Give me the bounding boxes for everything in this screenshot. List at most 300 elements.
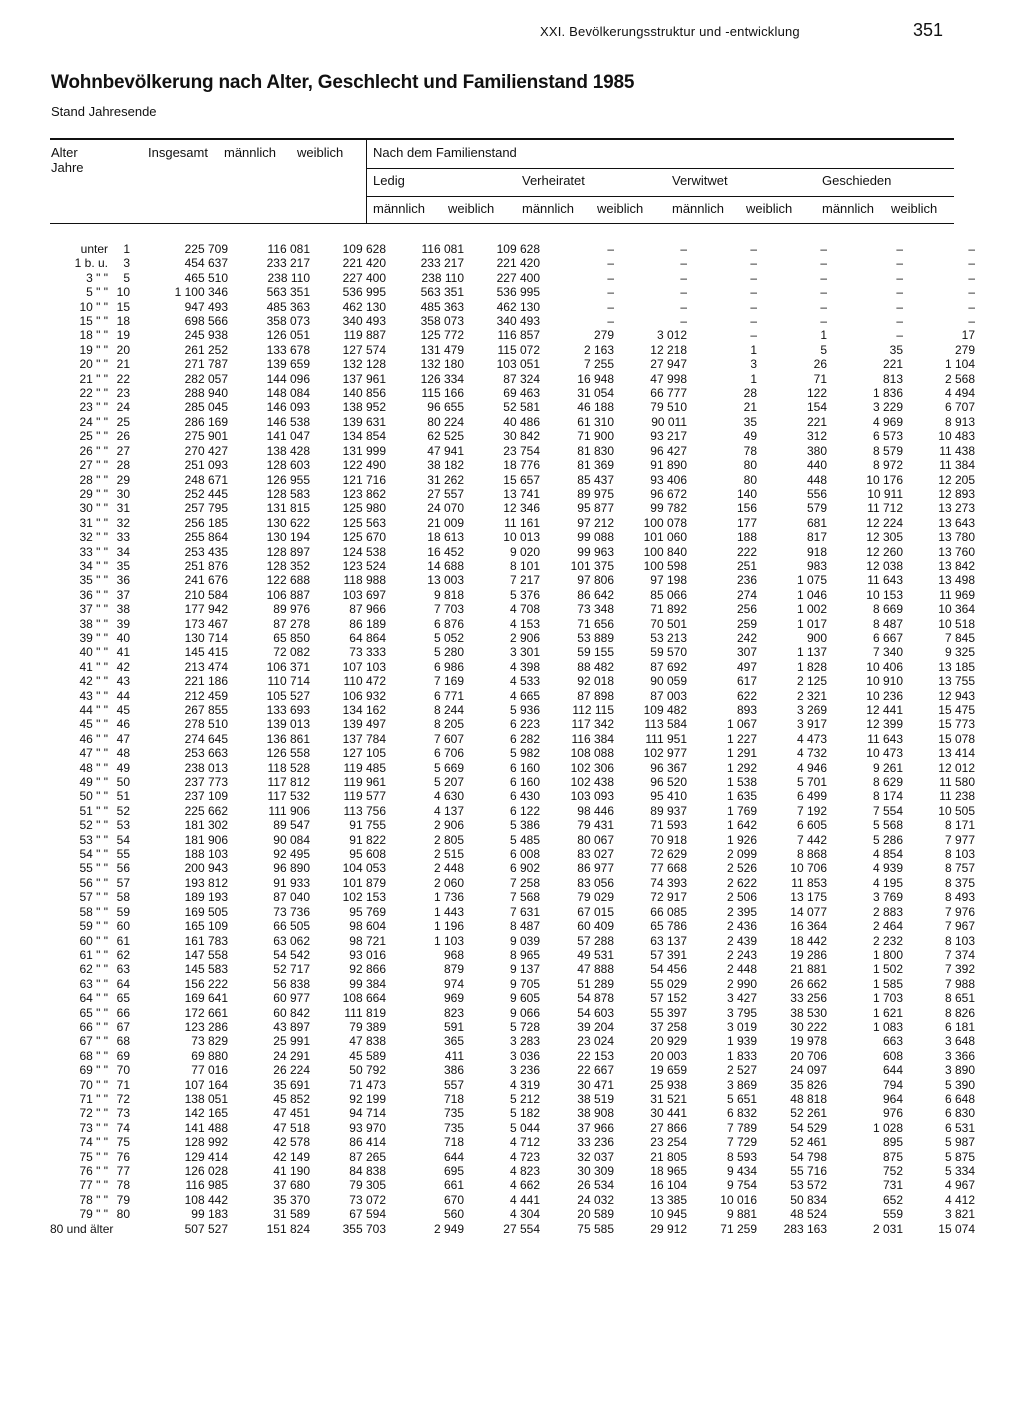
header-ledig-weiblich: weiblich: [448, 201, 495, 216]
cell-ledig-w: 6 282: [509, 731, 540, 746]
cell-geschieden-w: 3 366: [944, 1048, 975, 1063]
cell-maennlich: 54 542: [273, 947, 310, 962]
cell-verwitwet-m: 8 593: [726, 1149, 757, 1164]
cell-insgesamt: 261 252: [184, 342, 228, 357]
cell-weiblich: 95 608: [349, 847, 386, 862]
cell-verheiratet-m: 86 977: [577, 861, 614, 876]
cell-verheiratet-w: 96 520: [650, 775, 687, 790]
cell-verheiratet-m: 116 384: [571, 731, 614, 746]
cell-geschieden-w: 7 988: [944, 976, 975, 991]
cell-ledig-w: 227 400: [496, 270, 540, 285]
cell-verwitwet-w: 18 442: [790, 933, 827, 948]
cell-weiblich: 340 493: [342, 314, 386, 329]
age-cell: [50, 1178, 142, 1192]
cell-verwitwet-m: –: [750, 314, 757, 329]
age-to: 79: [116, 1192, 130, 1207]
age-to: 26: [116, 429, 130, 444]
age-to: 44: [116, 688, 130, 703]
age-to: 32: [116, 515, 130, 530]
cell-maennlich: 118 528: [267, 760, 310, 775]
cell-geschieden-w: –: [968, 299, 975, 314]
table-row: [50, 977, 975, 991]
cell-verwitwet-m: 7 789: [726, 1120, 757, 1135]
cell-verheiratet-m: 59 155: [577, 645, 614, 660]
table-row: [50, 631, 975, 645]
cell-verwitwet-m: 2 527: [726, 1063, 757, 1078]
cell-ledig-m: 411: [444, 1048, 464, 1063]
cell-maennlich: 106 371: [266, 659, 310, 674]
cell-verwitwet-w: 681: [806, 515, 827, 530]
cell-verwitwet-m: 49: [743, 429, 757, 444]
cell-maennlich: 60 977: [273, 991, 310, 1006]
cell-geschieden-m: 9 261: [872, 760, 903, 775]
cell-geschieden-w: 1 104: [944, 357, 975, 372]
cell-ledig-m: 358 073: [420, 314, 464, 329]
table-row: [50, 444, 975, 458]
table-row: [50, 761, 975, 775]
age-from: 78 " ": [79, 1192, 108, 1207]
cell-geschieden-m: 8 487: [872, 616, 903, 631]
table-row: [50, 1034, 975, 1048]
cell-verheiratet-m: 53 889: [577, 630, 614, 645]
cell-verwitwet-m: 497: [736, 659, 757, 674]
cell-insgesamt: 161 783: [184, 933, 228, 948]
table-row: [50, 429, 975, 443]
cell-geschieden-w: 12 012: [938, 760, 975, 775]
cell-insgesamt: 116 985: [185, 1178, 228, 1193]
cell-maennlich: 52 717: [273, 962, 310, 977]
cell-ledig-w: 103 051: [496, 357, 540, 372]
cell-ledig-m: 8 244: [433, 703, 464, 717]
cell-weiblich: 95 769: [349, 904, 386, 919]
table-row: [50, 400, 975, 414]
cell-geschieden-m: 7 554: [872, 803, 903, 818]
cell-verwitwet-w: 1 828: [796, 659, 827, 674]
cell-weiblich: 125 670: [342, 530, 386, 545]
cell-verwitwet-m: –: [750, 299, 757, 314]
cell-insgesamt: 130 714: [184, 630, 228, 645]
cell-ledig-m: 126 334: [420, 371, 464, 386]
cell-verheiratet-m: 101 375: [570, 558, 614, 573]
cell-ledig-m: 735: [443, 1120, 464, 1135]
cell-verwitwet-m: 1 939: [726, 1034, 757, 1049]
cell-ledig-m: 16 452: [427, 544, 464, 559]
cell-weiblich: 122 490: [342, 458, 386, 473]
age-from: 38 " ": [79, 616, 108, 631]
cell-weiblich: 355 703: [342, 1221, 386, 1236]
cell-verwitwet-m: 28: [743, 386, 757, 401]
cell-ledig-m: 6 771: [433, 688, 464, 703]
cell-verheiratet-m: –: [607, 314, 614, 329]
cell-maennlich: 96 890: [273, 861, 310, 876]
cell-verheiratet-m: 85 437: [577, 472, 614, 487]
cell-verheiratet-m: 24 032: [577, 1192, 614, 1207]
cell-geschieden-m: 1 800: [872, 947, 903, 962]
cell-verheiratet-m: 83 056: [577, 875, 614, 890]
cell-geschieden-w: 8 171: [944, 818, 975, 833]
cell-verwitwet-m: 2 622: [726, 875, 757, 890]
cell-insgesamt: 99 183: [191, 1207, 228, 1222]
cell-geschieden-m: 4 195: [872, 875, 903, 890]
cell-geschieden-w: 13 273: [938, 501, 975, 516]
cell-verwitwet-w: 5: [820, 342, 827, 357]
cell-verheiratet-w: 3 012: [656, 328, 687, 343]
cell-geschieden-m: 12 399: [866, 717, 903, 732]
cell-verwitwet-w: 2 321: [796, 688, 827, 703]
cell-insgesamt: 69 880: [191, 1048, 228, 1063]
cell-verheiratet-w: 95 410: [650, 789, 687, 804]
cell-ledig-m: 1 736: [433, 890, 464, 905]
cell-verwitwet-w: 52 461: [790, 1135, 827, 1150]
cell-maennlich: 116 081: [267, 242, 310, 256]
header-familienstand-rule: [366, 168, 954, 169]
cell-verwitwet-m: 2 099: [726, 847, 757, 862]
cell-weiblich: 121 716: [342, 472, 386, 487]
cell-weiblich: 79 305: [349, 1178, 386, 1193]
age-to: 35: [116, 558, 130, 573]
cell-verheiratet-m: 99 963: [577, 544, 614, 559]
cell-ledig-w: 5 485: [509, 832, 540, 847]
table-row: [50, 328, 975, 342]
cell-geschieden-w: 9 325: [944, 645, 975, 660]
cell-maennlich: 131 815: [266, 501, 310, 516]
age-to: 78: [116, 1178, 130, 1193]
table-row: [50, 660, 975, 674]
cell-ledig-w: 30 842: [503, 429, 540, 444]
cell-verwitwet-m: 259: [736, 616, 757, 631]
cell-ledig-w: 116 857: [497, 328, 540, 343]
cell-maennlich: 41 190: [273, 1164, 310, 1178]
cell-geschieden-w: 11 384: [939, 458, 975, 473]
age-cell: [50, 890, 142, 904]
age-cell: [50, 861, 142, 875]
cell-insgesamt: 129 414: [184, 1149, 228, 1164]
cell-ledig-w: 536 995: [496, 285, 540, 300]
header-verheiratet-maennlich: männlich: [522, 201, 575, 216]
cell-verheiratet-m: 54 603: [577, 1005, 614, 1020]
cell-ledig-m: 96 655: [427, 400, 464, 415]
cell-weiblich: 98 604: [349, 919, 386, 934]
cell-verwitwet-m: 188: [736, 530, 757, 545]
cell-verwitwet-w: 16 364: [790, 919, 827, 934]
cell-verwitwet-m: 617: [736, 674, 757, 689]
cell-ledig-m: 718: [443, 1091, 464, 1106]
cell-ledig-m: 7 607: [433, 731, 464, 746]
cell-verheiratet-w: 16 104: [650, 1178, 687, 1193]
cell-ledig-m: 1 196: [433, 919, 464, 934]
age-to: 1: [123, 242, 130, 256]
cell-verheiratet-w: 77 668: [650, 861, 687, 876]
cell-insgesamt: 252 445: [184, 486, 228, 501]
cell-verwitwet-w: 1 017: [796, 616, 827, 631]
age-cell: [50, 242, 142, 256]
age-cell: [50, 473, 142, 487]
age-from: 10 " ": [79, 299, 108, 314]
cell-weiblich: 109 628: [342, 242, 386, 256]
cell-verheiratet-w: 59 570: [650, 645, 687, 660]
cell-verwitwet-w: 19 286: [790, 947, 827, 962]
cell-verwitwet-w: 21 881: [790, 962, 827, 977]
cell-verheiratet-m: 37 966: [577, 1120, 614, 1135]
cell-verwitwet-w: 2 125: [796, 674, 827, 689]
cell-insgesamt: 507 527: [184, 1221, 228, 1236]
cell-ledig-w: 27 554: [503, 1221, 540, 1236]
cell-insgesamt: 251 093: [184, 458, 228, 473]
cell-ledig-m: 1 443: [433, 904, 464, 919]
cell-geschieden-m: 12 441: [866, 703, 903, 717]
cell-weiblich: 91 755: [349, 818, 386, 833]
cell-ledig-w: 5 212: [509, 1091, 540, 1106]
cell-geschieden-w: 8 103: [944, 847, 975, 862]
table-row: [50, 775, 975, 789]
header-familienstand: Nach dem Familienstand: [373, 145, 517, 160]
table-row: [50, 1121, 975, 1135]
age-cell: [50, 660, 142, 674]
age-from: 50 " ": [79, 789, 108, 804]
age-from: 64 " ": [79, 991, 108, 1006]
cell-verheiratet-m: 46 188: [577, 400, 614, 415]
cell-geschieden-m: 10 153: [866, 587, 903, 602]
cell-verwitwet-w: 54 529: [790, 1120, 827, 1135]
cell-ledig-w: 5 936: [509, 703, 540, 717]
cell-geschieden-m: 608: [882, 1048, 903, 1063]
age-to: 60: [116, 919, 130, 934]
age-cell: [50, 559, 142, 573]
cell-ledig-m: 7 703: [433, 602, 464, 617]
cell-insgesamt: 145 415: [184, 645, 228, 660]
age-to: 52: [116, 803, 130, 818]
cell-ledig-m: 974: [443, 976, 464, 991]
cell-verwitwet-m: 307: [736, 645, 757, 660]
cell-ledig-w: 5 182: [509, 1106, 540, 1121]
cell-verheiratet-m: 80 067: [577, 832, 614, 847]
cell-ledig-m: 238 110: [421, 270, 464, 285]
cell-verheiratet-w: 53 213: [650, 630, 687, 645]
cell-geschieden-m: 8 629: [872, 775, 903, 790]
cell-ledig-w: 115 072: [497, 342, 540, 357]
cell-verwitwet-w: 1 137: [796, 645, 827, 660]
cell-geschieden-w: 3 821: [944, 1207, 975, 1222]
cell-geschieden-w: 3 648: [944, 1034, 975, 1049]
age-cell: [50, 977, 142, 991]
cell-ledig-w: 3 301: [509, 645, 540, 660]
cell-geschieden-w: 7 392: [944, 962, 975, 977]
cell-insgesamt: 172 661: [184, 1005, 228, 1020]
cell-geschieden-m: 5 286: [872, 832, 903, 847]
age-cell: [50, 1049, 142, 1063]
cell-insgesamt: 288 940: [184, 386, 228, 401]
cell-weiblich: 131 999: [342, 443, 386, 458]
table-row: [50, 789, 975, 803]
cell-ledig-w: 4 533: [509, 674, 540, 689]
cell-verheiratet-m: 31 054: [577, 386, 614, 401]
cell-geschieden-m: 8 174: [872, 789, 903, 804]
table-row: [50, 948, 975, 962]
table-row: [50, 314, 975, 328]
cell-verwitwet-w: 8 868: [796, 847, 827, 862]
age-to: 76: [116, 1149, 130, 1164]
cell-insgesamt: 465 510: [184, 270, 228, 285]
cell-verheiratet-m: 98 446: [577, 803, 614, 818]
table-row: [50, 991, 975, 1005]
cell-geschieden-m: 6 573: [872, 429, 903, 444]
table-row: [50, 242, 975, 256]
cell-verwitwet-w: 6 605: [796, 818, 827, 833]
cell-ledig-w: 5 044: [509, 1120, 540, 1135]
cell-insgesamt: 255 864: [184, 530, 228, 545]
cell-verheiratet-w: 79 510: [650, 400, 687, 415]
age-label: 80 und älter: [50, 1221, 114, 1236]
cell-geschieden-w: 13 842: [938, 558, 975, 573]
cell-verwitwet-w: 5 701: [796, 775, 827, 790]
cell-ledig-w: 8 101: [509, 558, 540, 573]
table-row: [50, 732, 975, 746]
cell-verwitwet-m: –: [750, 242, 757, 256]
cell-verwitwet-w: 221: [806, 414, 827, 429]
cell-verwitwet-w: 26: [813, 357, 827, 372]
table-row: [50, 1178, 975, 1192]
cell-geschieden-w: 8 375: [944, 875, 975, 890]
cell-ledig-w: 6 160: [509, 760, 540, 775]
cell-weiblich: 127 574: [342, 342, 386, 357]
table-row: [50, 1092, 975, 1106]
age-to: 34: [116, 544, 130, 559]
cell-verwitwet-m: 156: [736, 501, 757, 516]
cell-geschieden-m: 221: [882, 357, 903, 372]
cell-insgesamt: 275 901: [184, 429, 228, 444]
cell-ledig-m: 661: [443, 1178, 464, 1193]
cell-verheiratet-m: 71 656: [577, 616, 614, 631]
age-from: 70 " ": [79, 1077, 108, 1092]
cell-ledig-m: 27 557: [427, 486, 464, 501]
age-to: 40: [116, 630, 130, 645]
cell-geschieden-m: 644: [882, 1063, 903, 1078]
cell-geschieden-m: –: [896, 299, 903, 314]
cell-maennlich: 65 850: [273, 630, 310, 645]
cell-verwitwet-m: 1: [750, 371, 757, 386]
cell-ledig-m: 2 448: [433, 861, 464, 876]
cell-insgesamt: 267 855: [184, 703, 228, 717]
cell-verwitwet-m: 242: [736, 630, 757, 645]
cell-geschieden-w: 12 205: [938, 472, 975, 487]
age-to: 36: [116, 573, 130, 588]
cell-ledig-w: 4 708: [509, 602, 540, 617]
age-cell: [50, 1135, 142, 1149]
cell-ledig-w: 4 153: [509, 616, 540, 631]
table-row: [50, 818, 975, 832]
cell-ledig-m: 31 262: [427, 472, 464, 487]
age-cell: [50, 833, 142, 847]
cell-maennlich: 117 532: [267, 789, 310, 804]
cell-verwitwet-m: –: [750, 285, 757, 300]
cell-geschieden-m: 559: [882, 1207, 903, 1222]
cell-geschieden-m: 4 939: [872, 861, 903, 876]
cell-verwitwet-w: –: [820, 242, 827, 256]
cell-geschieden-m: 1 028: [872, 1120, 903, 1135]
age-from: 25 " ": [79, 429, 108, 444]
cell-ledig-w: 462 130: [496, 299, 540, 314]
cell-geschieden-w: 13 643: [938, 515, 975, 530]
cell-maennlich: 128 352: [266, 558, 310, 573]
age-to: 18: [116, 314, 130, 329]
cell-ledig-w: 5 982: [509, 746, 540, 761]
cell-verwitwet-w: 1 075: [796, 573, 827, 588]
cell-maennlich: 91 933: [273, 875, 310, 890]
table-row: [50, 674, 975, 688]
cell-weiblich: 123 862: [342, 486, 386, 501]
age-from: 75 " ": [79, 1149, 108, 1164]
cell-verwitwet-w: 1 046: [796, 587, 827, 602]
table-row: [50, 530, 975, 544]
cell-ledig-m: 735: [443, 1106, 464, 1121]
cell-ledig-w: 18 776: [503, 458, 540, 473]
age-from: 21 " ": [79, 371, 108, 386]
cell-ledig-w: 9 605: [509, 991, 540, 1006]
age-from: 71 " ": [79, 1091, 108, 1106]
cell-verwitwet-m: 7 729: [726, 1135, 757, 1150]
cell-verwitwet-w: –: [820, 314, 827, 329]
cell-verheiratet-w: 19 659: [650, 1063, 687, 1078]
cell-verheiratet-m: 279: [593, 328, 614, 343]
age-to: 21: [116, 357, 130, 372]
cell-ledig-m: 969: [443, 991, 464, 1006]
cell-verheiratet-m: 112 115: [572, 703, 614, 717]
cell-ledig-m: 7 169: [433, 674, 464, 689]
table-row: [50, 1207, 975, 1221]
cell-geschieden-m: 10 910: [866, 674, 903, 689]
cell-geschieden-w: 13 498: [938, 573, 975, 588]
age-to: 77: [116, 1164, 130, 1178]
cell-weiblich: 137 784: [342, 731, 386, 746]
age-from: 49 " ": [79, 775, 108, 790]
cell-geschieden-w: 13 760: [938, 544, 975, 559]
age-cell: [50, 357, 142, 371]
cell-verwitwet-m: 236: [736, 573, 757, 588]
cell-verwitwet-m: 3 427: [726, 991, 757, 1006]
cell-weiblich: 87 265: [349, 1149, 386, 1164]
age-cell: [50, 1106, 142, 1120]
cell-ledig-w: 7 217: [509, 573, 540, 588]
cell-insgesamt: 213 474: [184, 659, 228, 674]
cell-ledig-m: 879: [443, 962, 464, 977]
age-cell: [50, 1121, 142, 1135]
cell-verheiratet-m: 2 163: [583, 342, 614, 357]
cell-verwitwet-m: 3 019: [726, 1019, 757, 1034]
cell-geschieden-m: –: [896, 314, 903, 329]
cell-weiblich: 124 538: [342, 544, 386, 559]
cell-ledig-m: 2 515: [433, 847, 464, 862]
cell-geschieden-w: 3 890: [944, 1063, 975, 1078]
cell-geschieden-m: 5 568: [872, 818, 903, 833]
cell-insgesamt: 271 787: [184, 357, 228, 372]
age-cell: [50, 1164, 142, 1178]
cell-geschieden-m: 1 836: [872, 386, 903, 401]
table-row: [50, 861, 975, 875]
header-bottom-rule: [50, 223, 954, 224]
table-row: [50, 602, 975, 616]
cell-verwitwet-m: 1 538: [726, 775, 757, 790]
cell-weiblich: 108 664: [342, 991, 386, 1006]
cell-geschieden-w: 6 648: [944, 1091, 975, 1106]
cell-geschieden-w: –: [968, 270, 975, 285]
cell-insgesamt: 257 795: [184, 501, 228, 516]
cell-weiblich: 45 589: [349, 1048, 386, 1063]
cell-verheiratet-m: 87 898: [577, 688, 614, 703]
cell-verheiratet-m: 89 975: [577, 486, 614, 501]
cell-ledig-m: 968: [443, 947, 464, 962]
cell-geschieden-w: 15 074: [938, 1221, 975, 1236]
running-head: XXI. Bevölkerungsstruktur und -entwicklung: [540, 24, 800, 39]
